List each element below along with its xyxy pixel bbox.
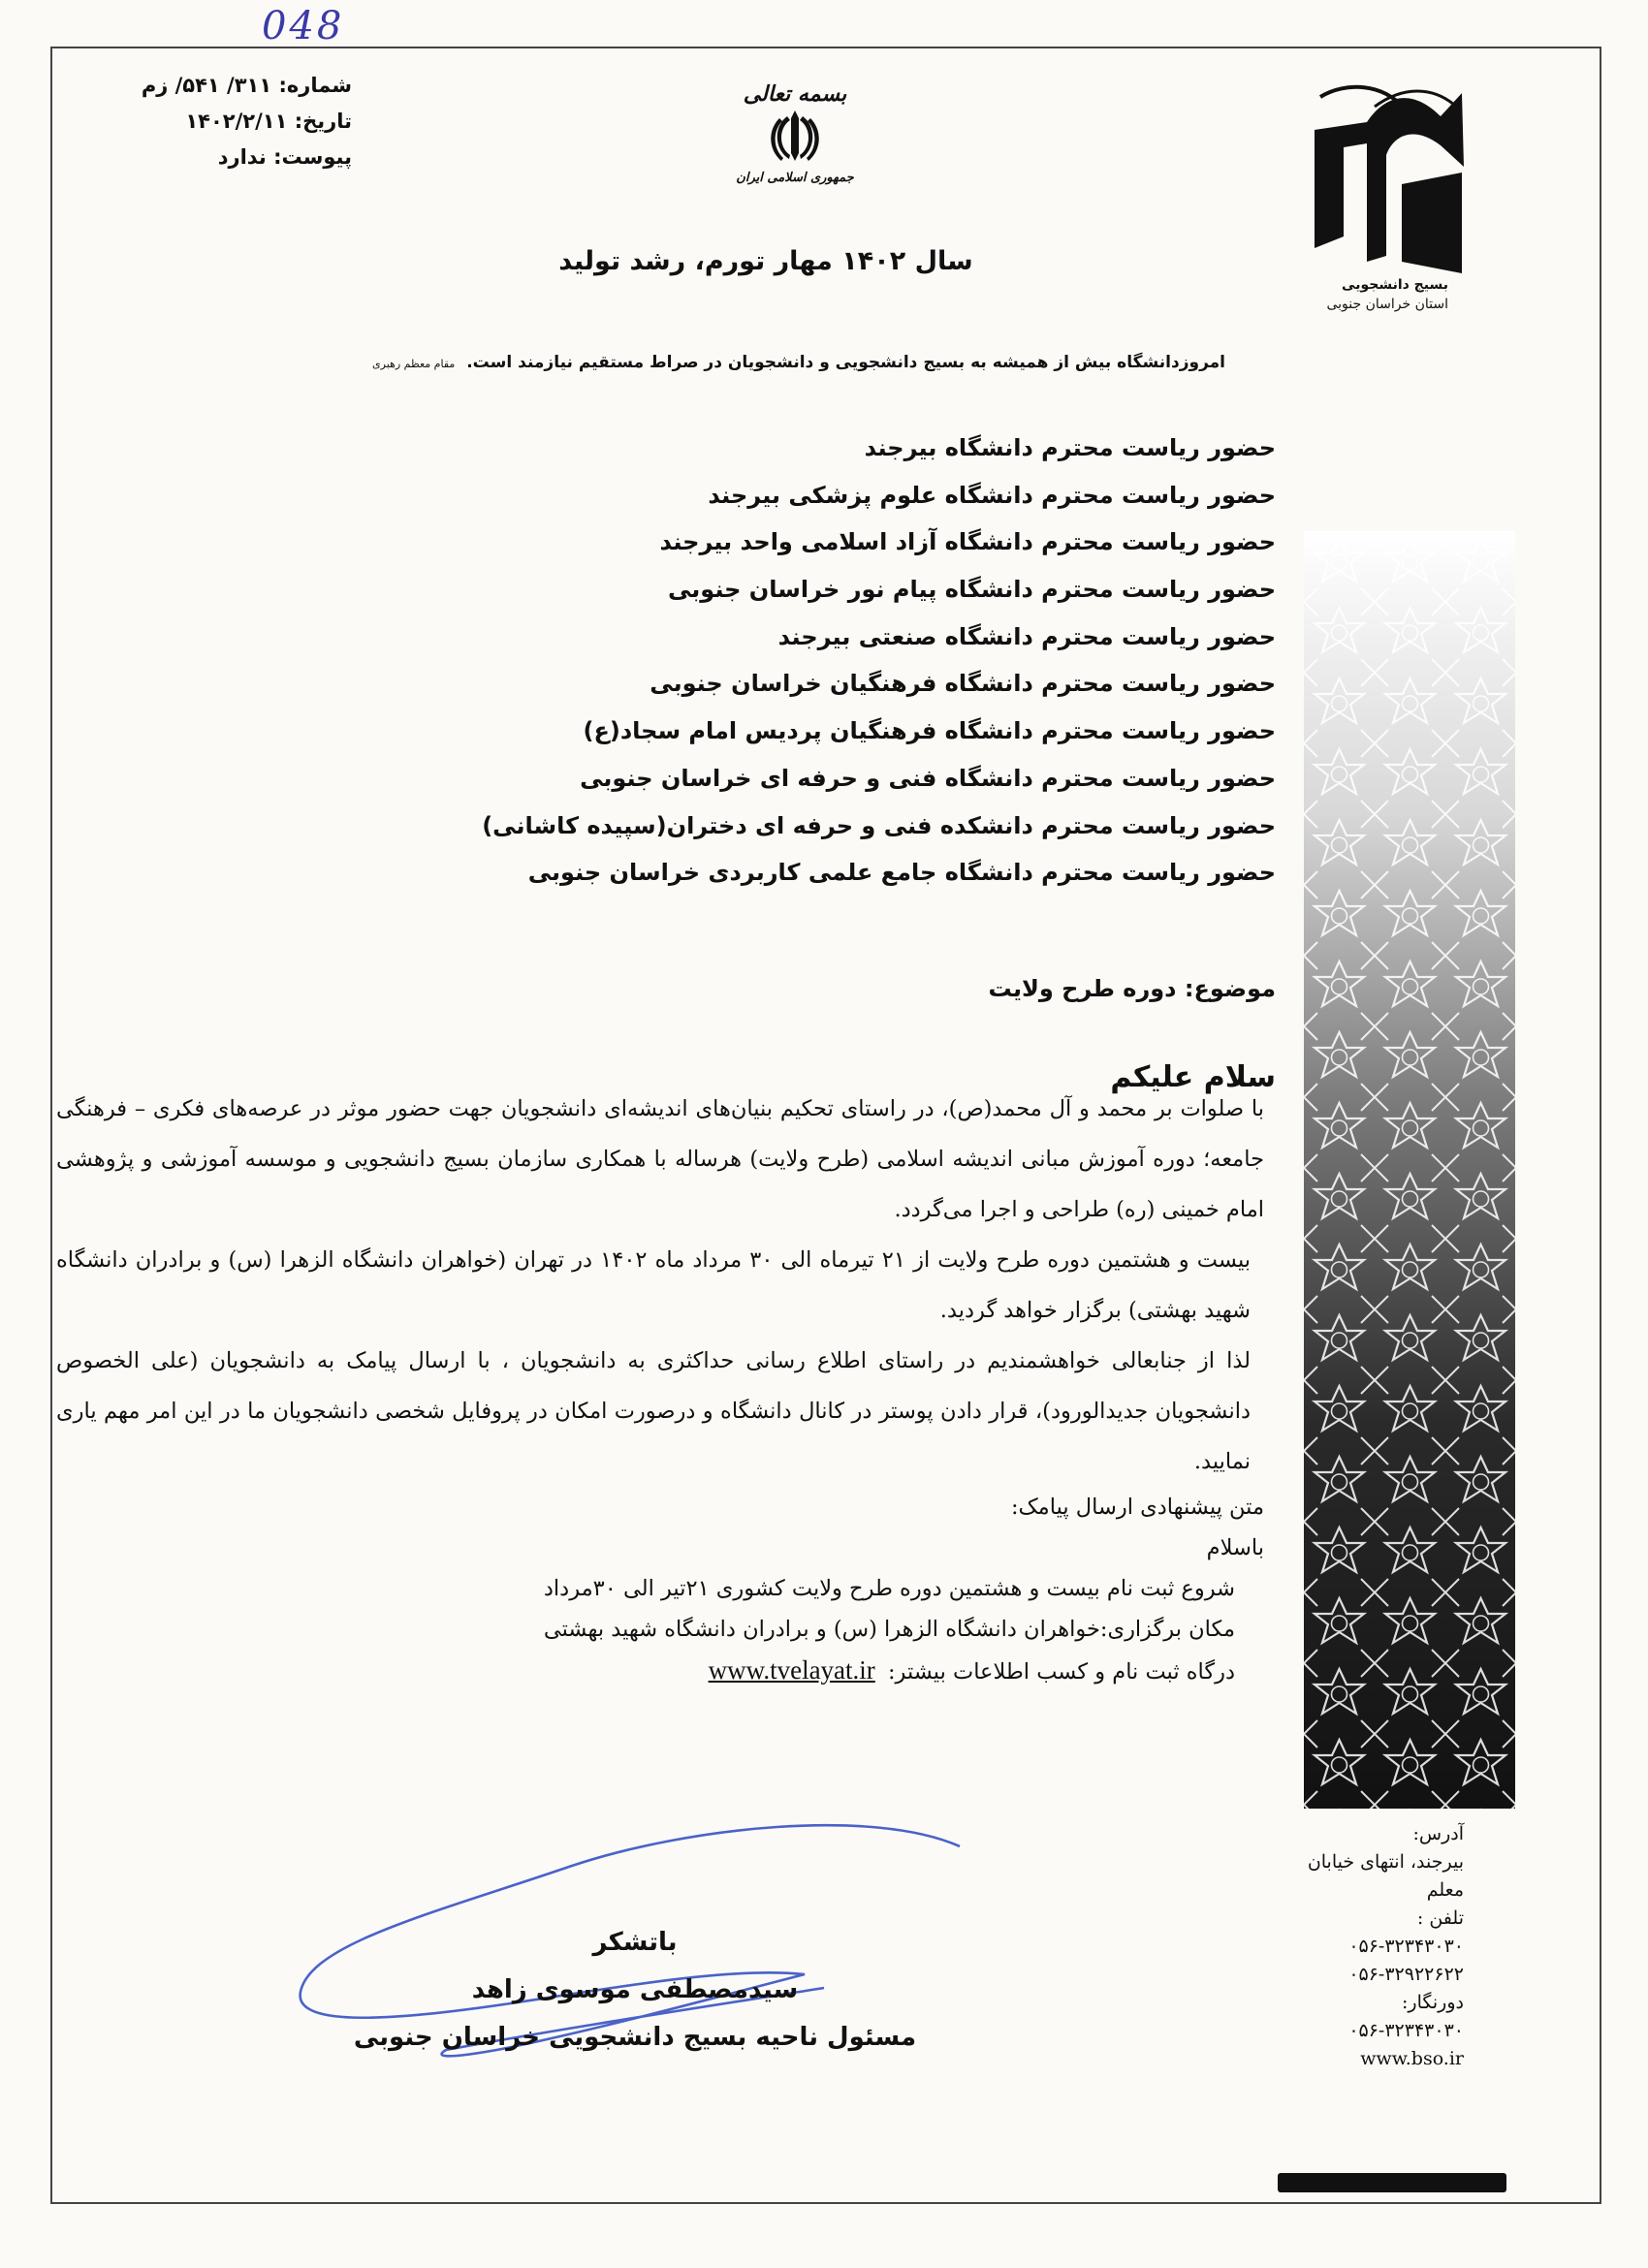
footer-bar xyxy=(1278,2173,1506,2192)
sms-line-venue: مکان برگزاری:خواهران دانشگاه الزهرا (س) و برادران دانشگاه شهید بهشتی xyxy=(543,1617,1235,1642)
signatory-name: سیدمصطفی موسوی زاهد xyxy=(471,1975,799,2004)
basij-logo-icon xyxy=(1307,83,1472,277)
letter-number: شماره: ۳۱۱/ ۵۴۱/ زم xyxy=(141,74,352,97)
fax-number: ۰۵۶-۳۲۳۴۳۰۳۰ xyxy=(1348,2020,1464,2041)
quote-text: امروزدانشگاه بیش از همیشه به بسیج دانشجویی و دانشجویان در صراط مستقیم نیازمند است. xyxy=(466,353,1225,372)
recipient-line: حضور ریاست محترم دانشکده فنی و حرفه ای دختران(سپیده کاشانی) xyxy=(482,811,1276,839)
recipient-line: حضور ریاست محترم دانشگاه پیام نور خراسان جنوبی xyxy=(668,576,1276,604)
recipient-line: حضور ریاست محترم دانشگاه صنعتی بیرجند xyxy=(777,622,1276,650)
sms-line-portal xyxy=(56,1650,1235,1692)
recipients-list xyxy=(368,425,1276,897)
address-label: آدرس: xyxy=(1412,1823,1464,1844)
address-line-1: بیرجند، انتهای خیابان xyxy=(1307,1851,1464,1873)
handwritten-reference-number: 048 xyxy=(262,4,345,48)
phone-number-1: ۰۵۶-۳۲۳۴۳۰۳۰ xyxy=(1348,1936,1464,1957)
recipient-line: حضور ریاست محترم دانشگاه بیرجند xyxy=(864,434,1276,461)
emblem-caption: جمهوری اسلامی ایران xyxy=(736,171,854,185)
logo-province: استان خراسان جنوبی xyxy=(1326,297,1448,312)
iran-emblem xyxy=(727,81,863,207)
signature-block xyxy=(344,1919,926,2062)
letter-subject: موضوع: دوره طرح ولایت xyxy=(988,975,1276,1002)
letter-greeting: سلام علیکم xyxy=(1110,1060,1276,1094)
leader-quote xyxy=(368,353,1225,372)
bismillah-text: بسمه تعالی xyxy=(743,81,847,107)
website-link[interactable]: www.bso.ir xyxy=(1360,2048,1464,2069)
iran-emblem-icon xyxy=(766,107,824,167)
registration-url-link[interactable]: www.tvelayat.ir xyxy=(708,1655,875,1685)
phone-label: تلفن : xyxy=(1416,1907,1464,1929)
decorative-islamic-pattern xyxy=(1304,531,1515,1809)
sms-greeting: باسلام xyxy=(1206,1535,1264,1560)
address-line-2: معلم xyxy=(1426,1879,1464,1901)
signature-thanks: باتشکر xyxy=(592,1928,678,1957)
basij-logo xyxy=(1307,83,1472,326)
letter-metadata xyxy=(141,68,352,175)
sms-portal-label: درگاه ثبت نام و کسب اطلاعات بیشتر: xyxy=(887,1659,1235,1685)
letter-attachment: پیوست: ندارد xyxy=(217,145,352,169)
body-paragraph-request: لذا از جنابعالی خواهشمندیم در راستای اطلاع رسانی حداکثری به دانشجویان ، با ارسال پیامک به دانشجویان (علی الخصوص دانشجویان جدیدالورود)، قرار دادن پوستر در کانال دانشگاه و درصورت امکان در پروفایل شخصی دانشجویان ما در این امر مهم یاری نمایید. xyxy=(56,1348,1251,1474)
recipient-line: حضور ریاست محترم دانشگاه علوم پزشکی بیرجند xyxy=(708,481,1276,509)
sms-intro: متن پیشنهادی ارسال پیامک: xyxy=(1010,1495,1264,1520)
body-paragraph-dates: بیست و هشتمین دوره طرح ولایت از ۲۱ تیرماه الی ۳۰ مرداد ماه ۱۴۰۲ در تهران (خواهران دانشگاه الزهرا (س) و برادران دانشگاه شهید بهشتی) برگزار خواهد گردید. xyxy=(56,1247,1251,1323)
sms-line-registration: شروع ثبت نام بیست و هشتمین دوره طرح ولایت کشوری ۲۱تیر الی ۳۰مرداد xyxy=(543,1576,1235,1601)
letter-date: تاریخ: ۱۴۰۲/۲/۱۱ xyxy=(185,110,352,133)
recipient-line: حضور ریاست محترم دانشگاه فرهنگیان پردیس امام سجاد(ع) xyxy=(583,717,1276,745)
recipient-line: حضور ریاست محترم دانشگاه جامع علمی کاربردی خراسان جنوبی xyxy=(527,859,1276,887)
recipient-line: حضور ریاست محترم دانشگاه فرهنگیان خراسان جنوبی xyxy=(650,670,1276,698)
signatory-title: مسئول ناحیه بسیج دانشجویی خراسان جنوبی xyxy=(353,2023,917,2052)
letter-body xyxy=(56,1084,1264,1692)
quote-source: مقام معظم رهبری xyxy=(372,358,456,370)
body-paragraph-intro: با صلوات بر محمد و آل محمد(ص)، در راستای تحکیم بنیان‌های اندیشه‌ای دانشجویان جهت حضور موثر در عرصه‌های فکری – فرهنگی جامعه؛ دوره آموزش مبانی اندیشه اسلامی (طرح ولایت) هرساله با همکاری سازمان بسیج دانشجویی و موسسه آموزشی و پژوهشی امام خمینی (ره) طراحی و اجرا می‌گردد. xyxy=(56,1096,1264,1222)
phone-number-2: ۰۵۶-۳۲۹۲۲۶۲۲ xyxy=(1348,1964,1464,1985)
recipient-line: حضور ریاست محترم دانشگاه آزاد اسلامی واحد بیرجند xyxy=(659,528,1276,556)
recipient-line: حضور ریاست محترم دانشگاه فنی و حرفه ای خراسان جنوبی xyxy=(580,764,1276,792)
fax-label: دورنگار: xyxy=(1402,1992,1464,2013)
contact-sidebar xyxy=(1307,1820,1464,2073)
year-slogan: سال ۱۴۰۲ مهار تورم، رشد تولید xyxy=(558,246,973,276)
logo-org-name: بسیج دانشجویی xyxy=(1342,277,1448,293)
